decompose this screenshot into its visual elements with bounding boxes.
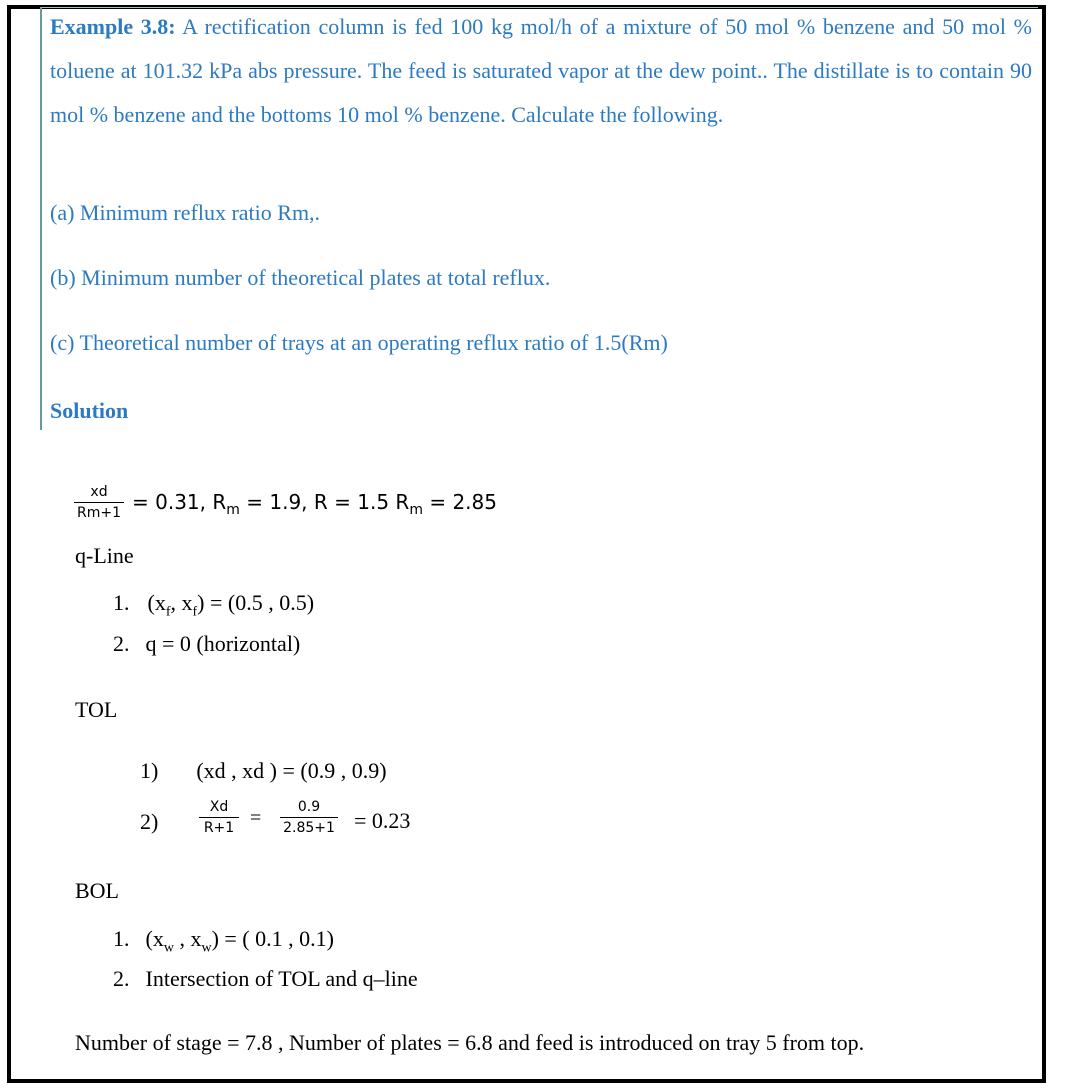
fraction-denominator: Rm+1 xyxy=(76,505,121,521)
subscript: f xyxy=(192,604,198,620)
part-c: (c) Theoretical number of trays at an operating reflux ratio of 1.5(Rm) xyxy=(50,330,668,355)
problem-statement xyxy=(50,5,1032,137)
qline-item-2 xyxy=(113,631,300,657)
list-number: 1. xyxy=(113,590,130,615)
fraction-bar xyxy=(74,502,124,503)
fraction-0.9-over-3.85 xyxy=(280,799,338,836)
item-text: (x xyxy=(145,926,164,951)
subscript: w xyxy=(201,940,212,956)
eq-sub-m2: m xyxy=(409,502,423,518)
item-text: (x xyxy=(147,590,166,615)
item-text: q = 0 (horizontal) xyxy=(145,631,301,656)
item-text: , x xyxy=(170,590,193,615)
item-text: (xd , xd ) = (0.9 , 0.9) xyxy=(196,758,387,783)
fraction-numerator: Xd xyxy=(209,799,229,815)
fraction-numerator: 0.9 xyxy=(297,799,321,815)
part-b: (b) Minimum number of theoretical plates at total reflux. xyxy=(50,265,551,290)
fraction-xd-over-rm1 xyxy=(74,484,124,521)
conclusion-text: Number of stage = 7.8 , Number of plates = 6.8 and feed is introduced on tray 5 from top. xyxy=(75,1030,865,1055)
solution-heading: Solution xyxy=(50,398,129,423)
list-number: 2. xyxy=(113,966,130,991)
item-text: ) = (0.5 , 0.5) xyxy=(197,590,315,615)
slope-result: = 0.23 xyxy=(354,808,411,833)
fraction-bar xyxy=(199,817,239,818)
part-a: (a) Minimum reflux ratio Rm,. xyxy=(50,200,321,225)
item-text: ) = ( 0.1 , 0.1) xyxy=(211,926,334,951)
tol-item-1 xyxy=(140,758,387,784)
eq-part-b: = 1.9, R = 1.5 R xyxy=(239,490,410,514)
fraction-xd-over-r1 xyxy=(199,799,239,836)
tol-item-2-number: 2) xyxy=(140,809,159,834)
example-label: Example 3.8: xyxy=(50,14,176,39)
eq-sub-m1: m xyxy=(226,502,240,518)
list-number: 2. xyxy=(113,631,130,656)
bol-item-1 xyxy=(113,926,334,956)
list-number: 1. xyxy=(113,926,130,951)
item-text: , x xyxy=(173,926,202,951)
bol-heading: BOL xyxy=(75,878,119,903)
reflux-equation xyxy=(132,490,497,518)
item-text: Intersection of TOL and q–line xyxy=(145,966,418,991)
qline-heading: q-Line xyxy=(75,543,134,568)
subscript: w xyxy=(163,940,174,956)
fraction-numerator: xd xyxy=(90,484,108,500)
fraction-denominator: R+1 xyxy=(203,820,235,836)
fraction-denominator: 2.85+1 xyxy=(283,820,335,836)
equals-sign: = xyxy=(250,807,262,829)
subscript: f xyxy=(165,604,171,620)
list-number: 1) xyxy=(140,758,159,783)
bol-item-2 xyxy=(113,966,418,992)
qline-item-1 xyxy=(113,590,314,620)
eq-part-c: = 2.85 xyxy=(422,490,497,514)
eq-part-a: = 0.31, R xyxy=(132,490,227,514)
problem-text: A rectification column is fed 100 kg mol/h of a mixture of 50 mol % benzene and 50 mol % toluene at 101.32 kPa abs pressure. The feed is saturated vapor at the dew point.. The distillate is to contain 90 mol % benzene and the bottoms 10 mol % benzene. Calculate the following. xyxy=(50,14,1032,127)
fraction-bar xyxy=(280,817,338,818)
tol-heading: TOL xyxy=(75,697,118,722)
